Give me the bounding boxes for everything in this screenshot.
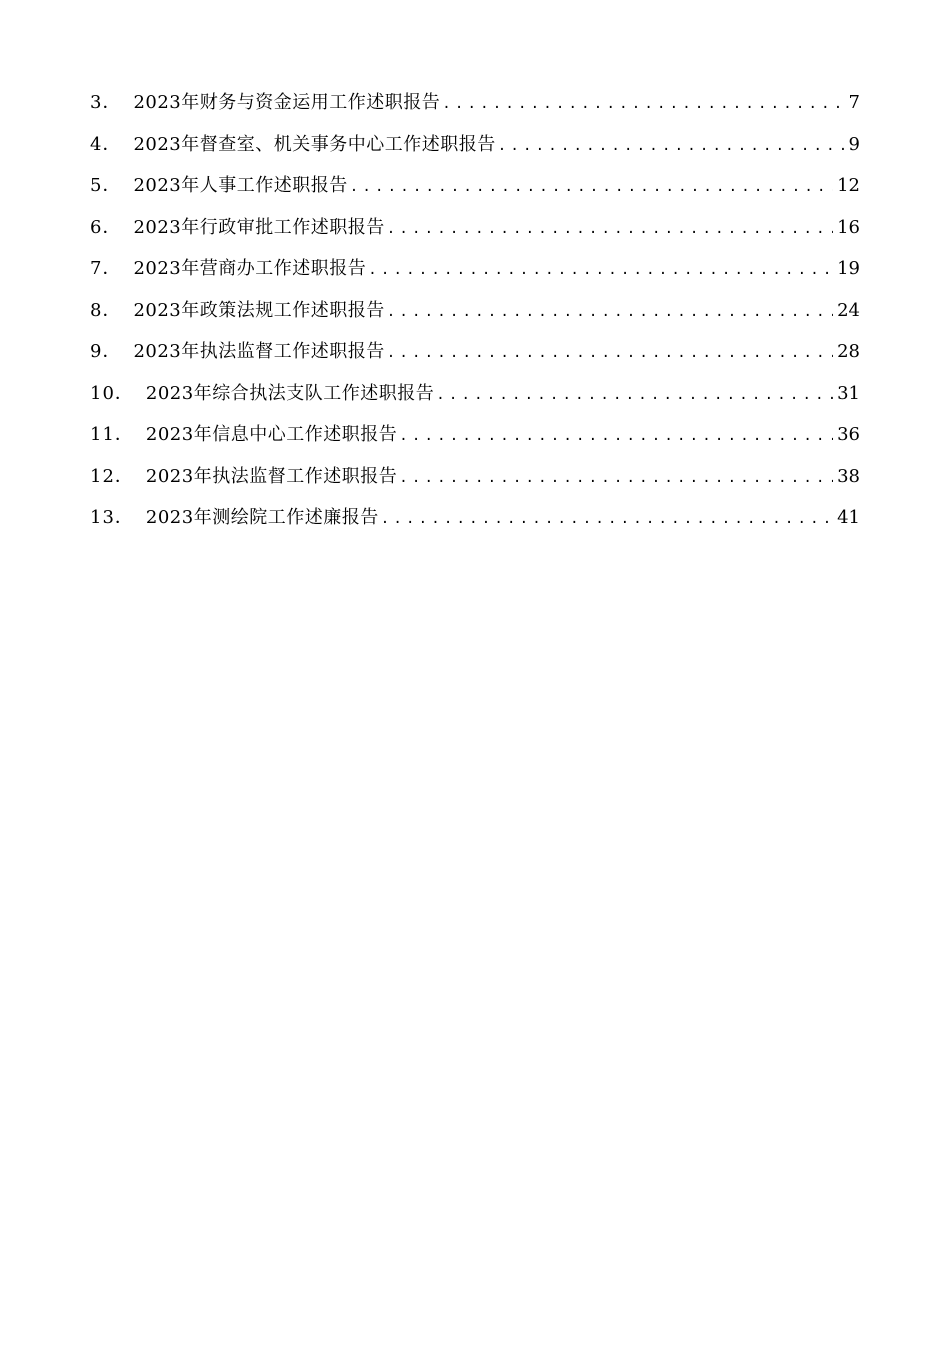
toc-dot-leader [442,84,844,126]
toc-entry-title: 2023年督查室、机关事务中心工作述职报告 [133,133,496,155]
toc-entry-title: 2023年信息中心工作述职报告 [145,424,398,445]
toc-entry[interactable] [90,165,860,207]
toc-entry-number: 9． [90,341,122,362]
toc-entry-number: 11． [90,424,134,445]
toc-dot-leader [387,209,833,251]
table-of-contents [90,82,860,539]
toc-entry-number: 4． [90,133,122,155]
toc-entry-page: 9 [848,133,860,155]
toc-entry-title: 2023年综合执法支队工作述职报告 [145,382,435,404]
toc-entry[interactable] [90,207,860,249]
toc-dot-leader [498,126,845,168]
toc-entry-page: 19 [837,258,860,279]
toc-dot-leader [399,458,833,500]
toc-entry-number: 7． [90,258,122,279]
toc-entry-title: 2023年政策法规工作述职报告 [133,299,385,321]
toc-entry-number: 8． [90,299,122,321]
toc-entry[interactable] [90,456,860,498]
toc-dot-leader [387,292,833,334]
toc-entry-page: 28 [837,341,860,362]
toc-entry-number: 6． [90,216,122,238]
toc-entry-title: 2023年执法监督工作述职报告 [145,465,398,487]
toc-dot-leader [387,333,833,375]
toc-dot-leader [436,375,833,417]
toc-entry[interactable] [90,373,860,415]
toc-entry[interactable] [90,248,860,290]
toc-dot-leader [381,499,833,541]
toc-entry-title: 2023年测绘院工作述廉报告 [145,507,379,528]
toc-entry-title: 2023年营商办工作述职报告 [133,258,367,279]
toc-entry[interactable] [90,290,860,332]
toc-entry[interactable] [90,82,860,124]
toc-entry[interactable] [90,414,860,456]
toc-entry-number: 10． [90,382,134,404]
toc-entry-title: 2023年财务与资金运用工作述职报告 [133,92,441,113]
toc-entry-page: 24 [837,299,860,321]
toc-entry-title: 2023年执法监督工作述职报告 [133,341,385,362]
toc-dot-leader [368,250,833,292]
toc-entry-number: 5． [90,175,122,196]
toc-entry-page: 36 [837,424,860,445]
toc-entry[interactable] [90,124,860,166]
toc-entry-page: 31 [837,382,860,404]
toc-entry-number: 3． [90,92,122,113]
toc-entry[interactable] [90,497,860,539]
toc-dot-leader [399,416,833,458]
toc-entry-page: 16 [837,216,860,238]
toc-entry[interactable] [90,331,860,373]
toc-dot-leader [350,167,833,209]
toc-entry-title: 2023年行政审批工作述职报告 [133,216,385,238]
toc-entry-page: 41 [837,507,860,528]
toc-entry-page: 38 [837,465,860,487]
toc-entry-number: 13． [90,507,134,528]
toc-entry-number: 12． [90,465,134,487]
toc-entry-page: 7 [848,92,860,113]
toc-entry-page: 12 [837,175,860,196]
toc-entry-title: 2023年人事工作述职报告 [133,175,348,196]
